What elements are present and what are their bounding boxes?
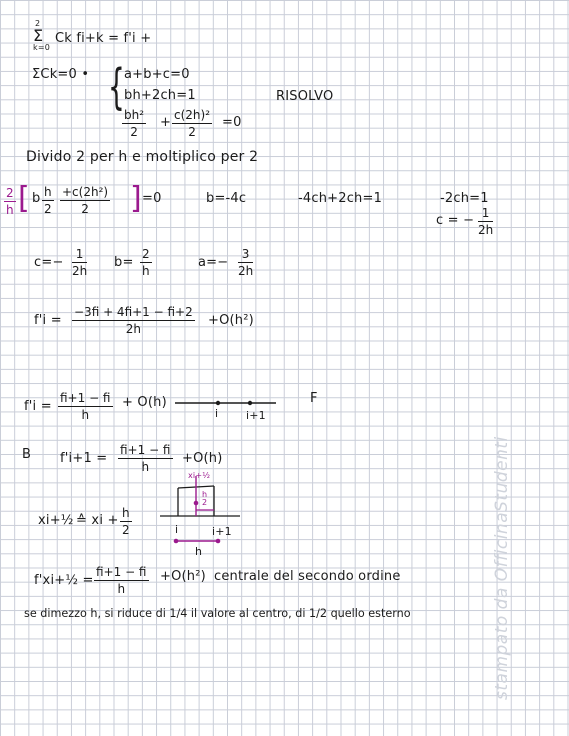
system-lead: ΣCk=0 • <box>32 67 90 82</box>
central-note: centrale del secondo ordine <box>214 569 401 584</box>
substituted-equation: -4ch+2ch=1 <box>298 191 383 206</box>
simplified-equation: -2ch=1 <box>440 191 489 206</box>
a-value-fraction: $\frac{3}{2h}$ <box>238 247 254 278</box>
b-equation: b=-4c <box>206 191 247 206</box>
system-eq3-plus: + <box>160 115 172 130</box>
midpoint-eq: ≙ xi + <box>76 513 119 528</box>
right-bracket: ] <box>130 181 142 216</box>
midpoint-spacing-h: h <box>195 545 203 558</box>
solve-label: RISOLVO <box>276 89 334 104</box>
c-solution-fraction: $\frac{1}{2h}$ <box>478 206 494 237</box>
bracket-tail: =0 <box>142 191 162 206</box>
system-eq1: a+b+c=0 <box>124 67 190 82</box>
c-solution-lhs: c = − <box>436 213 475 228</box>
bracket-b-fraction: $\frac{h}{2}$ <box>43 185 52 216</box>
left-bracket: [ <box>18 181 30 216</box>
system-brace: { <box>108 59 125 115</box>
sum-lower-limit: k=0 <box>33 43 51 52</box>
b-value-lhs: b= <box>114 255 134 270</box>
system-eq3-c-fraction: $\frac{\text{c(2h)²}}{2}$ <box>174 108 211 139</box>
c-value-lhs: c=− <box>34 255 64 270</box>
forward-node-i: i <box>215 407 219 420</box>
system-eq3-tail: =0 <box>222 115 242 130</box>
backward-error: +O(h) <box>182 451 223 466</box>
forward-node-i1: i+1 <box>246 409 266 422</box>
a-value-lhs: a=− <box>198 255 229 270</box>
magenta-factor: $\frac{2}{h}$ <box>6 186 14 217</box>
forward-fraction: $\frac{fi+1 - fi}{h}$ <box>60 391 111 422</box>
forward-label-f: F <box>310 391 318 406</box>
bracket-b: b <box>32 191 41 206</box>
system-eq3-b-fraction: $\frac{\text{bh²}}{2}$ <box>124 108 145 139</box>
midpoint-node-label: xi+½ <box>188 471 211 480</box>
c-value-fraction: $\frac{1}{2h}$ <box>72 247 88 278</box>
midpoint-half-h-num: h <box>202 490 208 499</box>
central-lhs: f'xi+½ = <box>34 573 94 588</box>
divide-instruction: Divido 2 per h e moltiplico per 2 <box>26 149 259 165</box>
forward-lhs: f'i = <box>24 399 52 414</box>
midpoint-h-fraction: $\frac{h}{2}$ <box>121 506 130 537</box>
derivative-error: +O(h²) <box>208 313 254 328</box>
backward-lhs: f'i+1 = <box>60 451 108 466</box>
system-eq2: bh+2ch=1 <box>124 88 196 103</box>
backward-label-b: B <box>22 447 32 462</box>
midpoint-half-h-den: 2 <box>202 498 208 507</box>
sum-symbol: Σ <box>33 26 44 45</box>
derivative-fraction: $\frac{-3fi + 4fi+1 - fi+2}{2h}$ <box>74 305 193 336</box>
central-fraction: $\frac{fi+1 - fi}{h}$ <box>96 565 147 596</box>
sum-upper-limit: 2 <box>35 19 41 28</box>
derivative-lhs: f'i = <box>34 313 62 328</box>
midpoint-node-i: i <box>175 523 179 536</box>
line1-expression: Ck fi+k = f'i + <box>55 31 152 46</box>
b-value-fraction: $\frac{2}{h}$ <box>142 247 150 278</box>
backward-fraction: $\frac{fi+1 - fi}{h}$ <box>120 443 171 474</box>
midpoint-lhs: xi+½ <box>38 513 74 528</box>
central-error: +O(h²) <box>160 569 206 584</box>
midpoint-node-i1: i+1 <box>212 525 232 538</box>
watermark: stampato da OfficinaStudenti <box>492 436 512 700</box>
forward-error: + O(h) <box>122 395 167 410</box>
bracket-c-fraction: $\frac{\text{+c(2h²)}}{2}$ <box>62 185 109 216</box>
final-remark: se dimezzo h, si riduce di 1/4 il valore al centro, di 1/2 quello esterno <box>24 607 411 620</box>
